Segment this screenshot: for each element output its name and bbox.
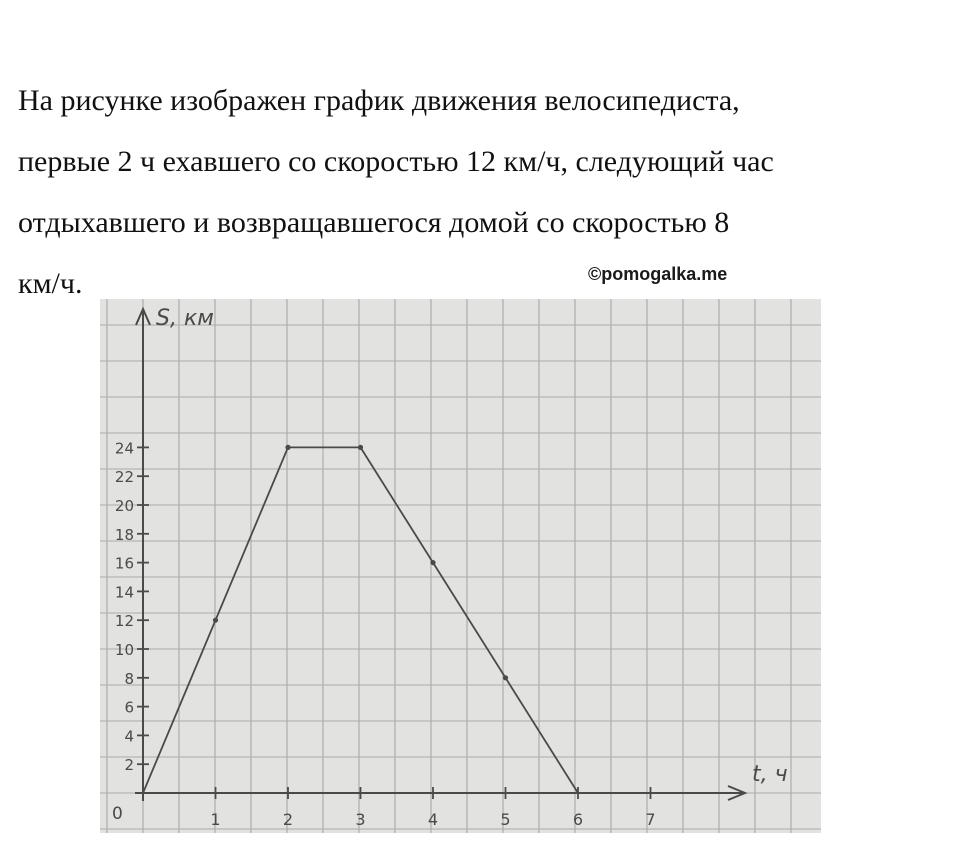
y-tick-label: 24 [114,439,134,458]
problem-line: км/ч. [18,267,83,300]
data-point [430,560,435,565]
y-tick-label: 22 [114,468,134,487]
x-tick-label: 2 [282,810,294,829]
distance-time-chart [100,299,821,833]
x-tick-label: 6 [572,810,584,829]
y-tick-label: 8 [124,669,134,688]
y-tick-label: 12 [114,612,134,631]
problem-line: На рисунке изображен график движения велосипедиста, [18,84,740,117]
x-tick-label: 4 [427,810,439,829]
data-point [213,618,218,623]
x-tick-label: 7 [645,810,656,829]
x-tick-label: 1 [210,810,221,829]
x-axis-label: t, ч [752,762,788,787]
y-axis-label: S, км [156,306,214,331]
problem-line: первые 2 ч ехавшего со скоростью 12 км/ч, следующий час [18,145,774,178]
y-tick-label: 10 [114,641,134,659]
data-point [503,675,508,680]
x-tick-label: 5 [500,810,511,829]
y-tick-label: 20 [114,497,134,515]
y-tick-label: 14 [114,583,134,602]
y-tick-label: 6 [124,698,134,717]
data-point [358,445,363,450]
y-tick-label: 18 [114,525,134,544]
chart-photo [100,299,821,833]
data-point [285,445,290,450]
x-tick-label: 3 [355,810,366,829]
y-tick-label: 4 [124,727,134,746]
watermark: ©pomogalka.me [588,264,728,284]
y-tick-label: 2 [124,756,134,775]
origin-label: 0 [112,804,123,824]
problem-line: отдыхавшего и возвращавшегося домой со скоростью 8 [18,206,730,239]
y-tick-label: 16 [114,554,134,573]
problem-text [18,70,918,314]
graph-paper [100,299,821,833]
